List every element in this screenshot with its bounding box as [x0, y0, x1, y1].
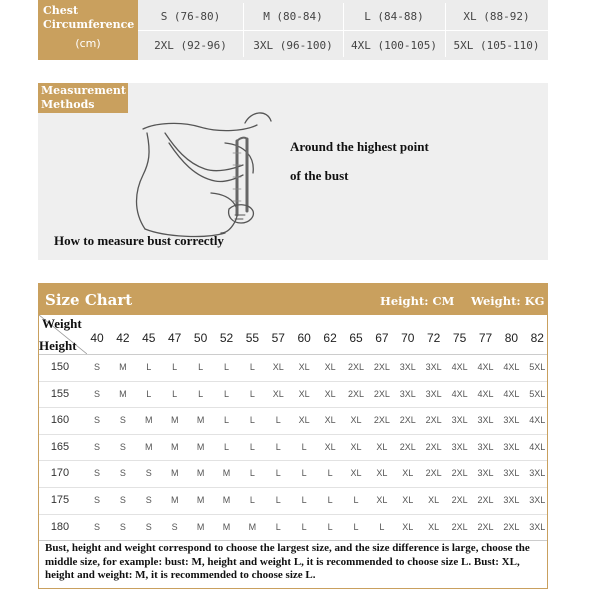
size-cell: L [327, 495, 333, 505]
size-cell: 2XL [399, 441, 416, 452]
size-cell: XL [324, 388, 336, 399]
size-cell: 4XL [451, 388, 468, 399]
weight-value: 77 [478, 331, 493, 345]
size-cell: L [275, 415, 281, 426]
row-divider [39, 407, 547, 408]
size-cell: 2XL [347, 362, 364, 372]
measure-instruction-line2: of the bust [290, 168, 349, 183]
row-divider [39, 487, 547, 488]
size-cell: 2XL [477, 521, 494, 532]
measure-instruction-line1: Around the highest point [290, 139, 429, 154]
size-cell: XL [402, 521, 414, 532]
size-cell: L [353, 521, 359, 532]
size-cell: L [301, 441, 307, 452]
size-cell: M [196, 495, 205, 505]
size-cell: S [119, 495, 126, 505]
size-grid [39, 315, 547, 540]
size-cell: XL [298, 415, 310, 426]
size-cell: XL [350, 441, 362, 452]
size-cell: L [301, 468, 307, 479]
row-divider [39, 434, 547, 435]
size-cell: S [93, 468, 100, 479]
size-cell: 3XL [503, 468, 520, 479]
size-cell: 3XL [529, 495, 546, 505]
size-cell: M [196, 415, 205, 426]
weight-value: 82 [530, 331, 544, 345]
size-cell: L [249, 362, 255, 372]
size-cell: M [170, 441, 179, 452]
size-cell: L [275, 521, 281, 532]
size-cell: 3XL [503, 441, 520, 452]
size-cell: L [146, 362, 152, 372]
size-cell: M [145, 441, 153, 452]
size-cell: L [249, 415, 255, 426]
size-cell: L [301, 521, 307, 532]
size-chart-title: Size Chart [45, 291, 133, 309]
size-cell: 2XL [451, 468, 468, 479]
chest-size-cell: 4XL (100-105) [350, 39, 438, 52]
size-cell: L [198, 362, 204, 372]
chest-size-cell: 3XL (96-100) [253, 39, 333, 52]
measure-caption: How to measure bust correctly [54, 233, 224, 248]
size-cell: XL [324, 415, 336, 426]
size-cell: 2XL [347, 388, 364, 399]
size-cell: S [93, 415, 100, 426]
size-cell: L [249, 441, 255, 452]
size-cell: 3XL [399, 362, 416, 372]
size-cell: 2XL [373, 415, 390, 426]
size-cell: 3XL [529, 468, 546, 479]
size-cell: 3XL [477, 415, 494, 426]
size-cell: L [146, 388, 152, 399]
size-cell: M [170, 415, 179, 426]
height-unit-label: Height: CM [380, 294, 455, 308]
size-cell: L [172, 362, 178, 372]
size-cell: L [301, 495, 307, 505]
size-cell: XL [324, 362, 336, 372]
size-cell: S [93, 495, 100, 505]
measurement-methods-tag [38, 83, 128, 113]
size-cell: XL [376, 468, 388, 479]
chest-size-cell: L (84-88) [364, 10, 424, 23]
size-cell: XL [324, 441, 336, 452]
size-cell: 5XL [529, 362, 546, 372]
size-cell: XL [350, 415, 362, 426]
weight-value: 42 [116, 331, 130, 345]
size-cell: M [170, 495, 179, 505]
size-cell: 2XL [399, 415, 416, 426]
weight-value: 45 [142, 331, 156, 345]
size-cell: L [275, 468, 281, 479]
size-cell: M [196, 468, 205, 479]
weight-value: 62 [323, 331, 337, 345]
size-cell: 4XL [503, 362, 520, 372]
size-cell: 3XL [399, 388, 416, 399]
weight-axis-label: Weight [42, 316, 82, 331]
size-cell: L [275, 495, 281, 505]
size-cell: 2XL [503, 521, 520, 532]
size-cell: XL [298, 362, 310, 372]
size-cell: L [249, 468, 255, 479]
size-cell: L [249, 388, 255, 399]
size-cell: XL [402, 495, 414, 505]
size-cell: 2XL [373, 388, 390, 399]
methods-tag-line1: Measurement [41, 84, 127, 97]
weight-value: 60 [297, 331, 311, 345]
chest-size-cell: 2XL (92-96) [154, 39, 227, 52]
size-cell: 4XL [529, 441, 546, 452]
chest-label-line2: Circumference [43, 18, 135, 31]
size-cell: 4XL [451, 362, 468, 372]
size-cell: L [223, 415, 229, 426]
size-cell: XL [350, 468, 362, 479]
size-cell: 3XL [451, 441, 468, 452]
size-cell: 3XL [477, 468, 494, 479]
height-value: 165 [50, 440, 70, 453]
size-cell: 3XL [451, 415, 468, 426]
size-cell: S [93, 362, 100, 372]
height-value: 160 [50, 414, 70, 427]
weight-value: 47 [168, 331, 182, 345]
size-cell: M [170, 468, 179, 479]
chest-label-unit: (cm) [75, 37, 101, 50]
size-cell: 2XL [425, 415, 442, 426]
height-value: 150 [50, 361, 70, 373]
size-cell: XL [376, 441, 388, 452]
weight-value: 80 [504, 331, 519, 345]
size-cell: XL [298, 388, 310, 399]
size-cell: M [222, 468, 231, 479]
size-cell: 3XL [529, 521, 546, 532]
weight-value: 67 [375, 331, 389, 345]
chest-size-cell: 5XL (105-110) [453, 39, 540, 52]
size-cell: L [327, 521, 333, 532]
size-cell: L [249, 495, 255, 505]
measurement-methods-panel [38, 83, 548, 260]
size-cell: L [223, 362, 229, 372]
weight-unit-label: Weight: KG [471, 294, 545, 308]
size-cell: M [222, 495, 231, 505]
weight-value: 75 [452, 331, 467, 345]
size-cell: 2XL [451, 495, 468, 505]
size-chart [38, 283, 548, 589]
size-cell: M [119, 388, 127, 399]
chest-size-cell: S (76-80) [160, 10, 221, 23]
size-cell: S [93, 441, 100, 452]
size-cell: M [222, 521, 231, 532]
size-cell: 2XL [425, 468, 442, 479]
chest-size-cell: M (80-84) [263, 10, 323, 23]
note-divider [39, 540, 547, 541]
size-cell: XL [428, 495, 440, 505]
size-cell: S [119, 441, 126, 452]
size-cell: 3XL [477, 441, 494, 452]
weight-value: 52 [219, 331, 234, 345]
size-cell: M [196, 521, 205, 532]
size-cell: S [119, 468, 126, 479]
height-value: 170 [50, 467, 70, 480]
header-divider [39, 354, 547, 355]
chest-circumference-label [38, 0, 138, 60]
size-cell: XL [272, 388, 284, 399]
size-cell: 3XL [503, 495, 520, 505]
height-axis-label: Height [39, 338, 77, 353]
chest-label-line1: Chest [43, 4, 79, 17]
size-cell: 2XL [425, 441, 442, 452]
size-cell: S [119, 415, 126, 426]
size-cell: L [327, 468, 333, 479]
chest-size-cell: XL (88-92) [463, 10, 530, 23]
size-cell: S [93, 388, 100, 399]
size-cell: 2XL [451, 521, 468, 532]
size-cell: 4XL [529, 415, 546, 426]
height-value: 155 [50, 387, 70, 400]
weight-value: 40 [90, 331, 104, 345]
bust-measuring-illustration-icon [125, 103, 275, 243]
size-cell: 4XL [477, 388, 494, 399]
size-cell: 3XL [425, 362, 442, 372]
row-divider [39, 381, 547, 382]
size-cell: L [172, 388, 178, 399]
size-cell: 2XL [477, 495, 494, 505]
chest-circumference-table [38, 0, 548, 60]
weight-value: 55 [245, 331, 260, 345]
size-cell: M [119, 362, 127, 372]
row-divider [39, 514, 547, 515]
size-cell: L [198, 388, 204, 399]
size-cell: S [145, 495, 152, 505]
size-note: Bust, height and weight correspond to choose the largest size, and the size difference is large, choose the middle size, for example: bust: M, height and weight L, it is recommended to choose size L. Bust: XL, height and weight: M, it is recommended to choose size L. [45, 542, 530, 581]
size-cell: XL [402, 468, 414, 479]
size-cell: M [196, 441, 205, 452]
size-cell: S [145, 468, 152, 479]
size-cell: M [145, 415, 153, 426]
size-cell: 3XL [425, 388, 442, 399]
size-cell: XL [376, 495, 388, 505]
size-cell: L [223, 388, 229, 399]
weight-value: 65 [349, 331, 363, 345]
size-cell: 3XL [503, 415, 520, 426]
size-cell: L [379, 521, 385, 532]
size-cell: S [171, 521, 178, 532]
weight-value: 70 [401, 331, 415, 345]
size-cell: L [353, 495, 359, 505]
weight-value: 57 [271, 331, 285, 345]
size-cell: S [93, 521, 100, 532]
weight-value: 50 [193, 331, 208, 345]
size-cell: XL [272, 362, 284, 372]
height-value: 180 [50, 520, 70, 533]
size-cell: M [248, 521, 257, 532]
size-cell: XL [428, 521, 440, 532]
size-cell: 2XL [373, 362, 390, 372]
height-value: 175 [50, 494, 70, 506]
size-cell: L [223, 441, 229, 452]
weight-value: 72 [427, 331, 441, 345]
size-cell: 4XL [477, 362, 494, 372]
size-chart-header [39, 284, 547, 315]
size-cell: S [119, 521, 126, 532]
row-divider [39, 460, 547, 461]
size-cell: 4XL [503, 388, 520, 399]
methods-tag-line2: Methods [41, 98, 95, 111]
size-cell: S [145, 521, 152, 532]
size-cell: L [275, 441, 281, 452]
size-cell: 5XL [529, 388, 546, 399]
